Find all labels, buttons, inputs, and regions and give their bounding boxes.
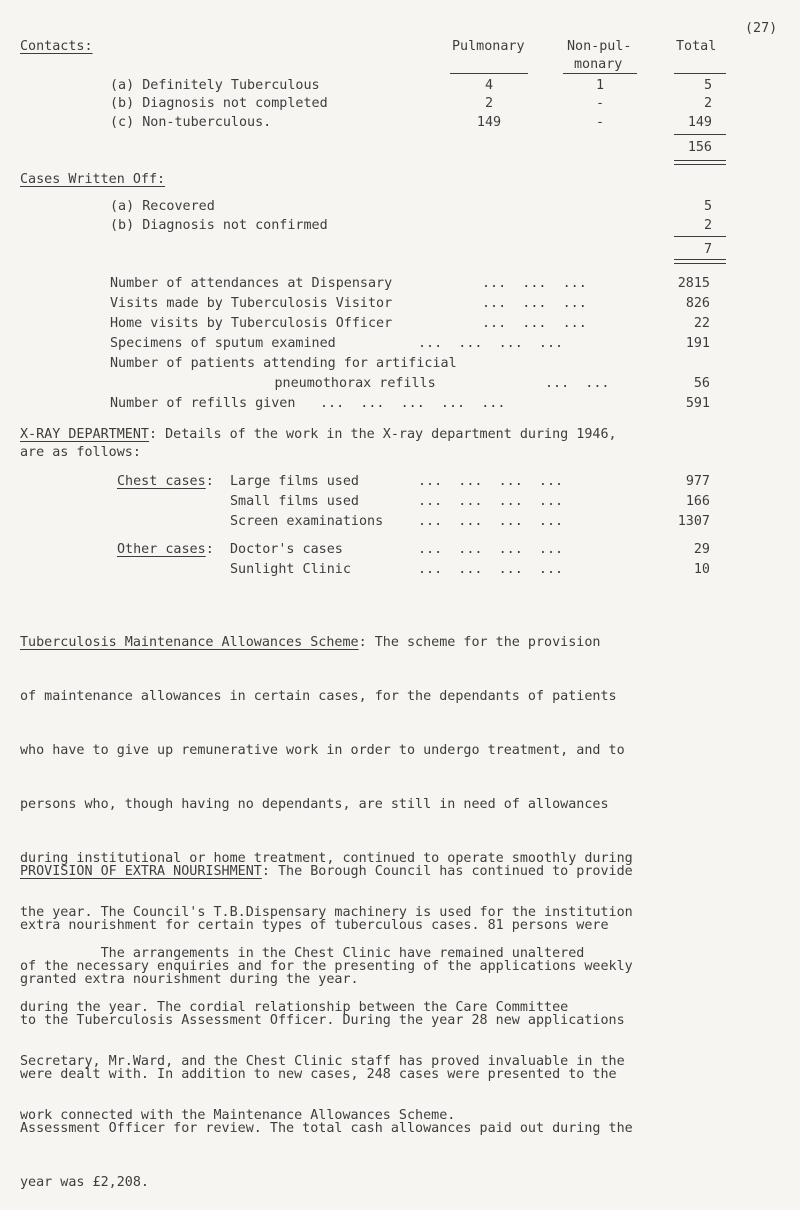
contacts-grand-total: 156 <box>687 140 712 155</box>
double-rule-written-off <box>674 259 726 264</box>
xray-item-value: 1307 <box>677 514 710 529</box>
page-number: (27) <box>745 21 778 36</box>
stat-label: Home visits by Tuberculosis Officer <box>110 316 393 331</box>
paragraph-line: were dealt with. In addition to new cases, 248 cases were presented to the <box>20 1067 617 1082</box>
written-off-label: (b) Diagnosis not confirmed <box>110 218 328 233</box>
col-header-nonpulmonary-line2: monary <box>574 57 623 72</box>
rule-pulmonary <box>450 73 528 74</box>
cell-total: 5 <box>703 78 712 93</box>
leader-dots: ... ... ... ... ... <box>320 396 506 411</box>
stat-label: Number of attendances at Dispensary <box>110 276 393 291</box>
leader-dots: ... ... ... ... <box>418 336 564 351</box>
paragraph-line: Tuberculosis Maintenance Allowances Scheme: The scheme for the provision <box>20 635 601 650</box>
other-cases-label: Other cases: <box>117 542 214 557</box>
chest-cases-label: Chest cases: <box>117 474 214 489</box>
paragraph-line: granted extra nourishment during the year. <box>20 972 359 987</box>
col-header-total: Total <box>676 39 717 54</box>
written-off-value: 5 <box>703 199 712 214</box>
leader-dots: ... ... ... ... <box>418 562 564 577</box>
rule-subtotal <box>674 134 726 135</box>
cell-pulmonary: 149 <box>476 115 502 130</box>
paragraph-line: during institutional or home treatment, continued to operate smoothly during <box>20 851 633 866</box>
written-off-heading: Cases Written Off: <box>20 172 166 187</box>
col-header-nonpulmonary-line1: Non-pul- <box>567 39 632 54</box>
xray-item-value: 10 <box>693 562 710 577</box>
leader-dots: ... ... ... ... <box>418 494 564 509</box>
paragraph-line: who have to give up remunerative work in order to undergo treatment, and to <box>20 743 625 758</box>
xray-item-label: Doctor's cases <box>230 542 343 557</box>
row-label: (a) Definitely Tuberculous <box>110 78 320 93</box>
rule-written-off <box>674 236 726 237</box>
paragraph-line: extra nourishment for certain types of tuberculous cases. 81 persons were <box>20 918 609 933</box>
paragraph-line: Assessment Officer for review. The total cash allowances paid out during the <box>20 1121 633 1136</box>
cell-nonpulmonary: 1 <box>595 78 605 93</box>
stat-value: 2815 <box>677 276 710 291</box>
stat-label: pneumothorax refills <box>210 376 436 391</box>
xray-item-label: Small films used <box>230 494 359 509</box>
stat-value: 22 <box>693 316 710 331</box>
maintenance-heading: Tuberculosis Maintenance Allowances Scheme <box>20 635 359 650</box>
xray-intro-line1 <box>20 428 617 441</box>
paragraph-line: work connected with the Maintenance Allowances Scheme. <box>20 1108 456 1123</box>
nourishment-heading: PROVISION OF EXTRA NOURISHMENT <box>20 864 262 879</box>
rule-nonpulmonary <box>563 73 637 74</box>
paragraph-line: Secretary, Mr.Ward, and the Chest Clinic staff has proved invaluable in the <box>20 1054 625 1069</box>
contacts-heading: Contacts: <box>20 39 93 54</box>
leader-dots: ... ... <box>545 376 610 391</box>
row-label: (b) Diagnosis not completed <box>110 96 328 111</box>
xray-item-label: Sunlight Clinic <box>230 562 351 577</box>
rule-total <box>674 73 726 74</box>
xray-item-value: 166 <box>685 494 710 509</box>
paragraph-line: of the necessary enquiries and for the presenting of the applications weekly <box>20 959 633 974</box>
paragraph-line: to the Tuberculosis Assessment Officer. During the year 28 new applications <box>20 1013 625 1028</box>
xray-item-label: Screen examinations <box>230 514 384 529</box>
paragraph-line: persons who, though having no dependants, are still in need of allowances <box>20 797 609 812</box>
cell-total: 2 <box>703 96 712 111</box>
row-label: (c) Non-tuberculous. <box>110 115 272 130</box>
closing-paragraph <box>20 909 790 1143</box>
paragraph-line: year was £2,208. <box>20 1175 149 1190</box>
leader-dots: ... ... ... ... <box>418 474 564 489</box>
xray-intro-text: : Details of the work in the X-ray department during 1946, <box>149 427 617 442</box>
xray-item-label: Large films used <box>230 474 359 489</box>
written-off-total: 7 <box>703 242 712 257</box>
cell-nonpulmonary: - <box>595 115 605 130</box>
leader-dots: ... ... ... <box>482 316 587 331</box>
paragraph-line: PROVISION OF EXTRA NOURISHMENT: The Borough Council has continued to provide <box>20 864 633 879</box>
written-off-label: (a) Recovered <box>110 199 215 214</box>
xray-heading: X-RAY DEPARTMENT <box>20 427 149 442</box>
cell-pulmonary: 4 <box>484 78 494 93</box>
stat-label: Number of refills given <box>110 396 296 411</box>
stat-value: 191 <box>685 336 710 351</box>
cell-pulmonary: 2 <box>484 96 494 111</box>
stat-value: 591 <box>685 396 710 411</box>
leader-dots: ... ... ... <box>482 296 587 311</box>
xray-item-value: 977 <box>685 474 710 489</box>
stat-value: 56 <box>693 376 710 391</box>
cell-total: 149 <box>687 115 712 130</box>
leader-dots: ... ... ... <box>482 276 587 291</box>
xray-item-value: 29 <box>693 542 710 557</box>
leader-dots: ... ... ... ... <box>418 514 564 529</box>
written-off-value: 2 <box>703 218 712 233</box>
double-rule-grand-total <box>674 160 726 165</box>
stat-label: Visits made by Tuberculosis Visitor <box>110 296 393 311</box>
stat-value: 826 <box>685 296 710 311</box>
leader-dots: ... ... ... ... <box>418 542 564 557</box>
paragraph-line: during the year. The cordial relationship between the Care Committee <box>20 1000 569 1015</box>
paragraph-line: of maintenance allowances in certain cases, for the dependants of patients <box>20 689 617 704</box>
stat-label: Specimens of sputum examined <box>110 336 336 351</box>
paragraph-line: the year. The Council's T.B.Dispensary machinery is used for the institution <box>20 905 633 920</box>
cell-nonpulmonary: - <box>595 96 605 111</box>
col-header-pulmonary: Pulmonary <box>452 39 525 54</box>
xray-intro-line2: are as follows: <box>20 445 141 460</box>
stat-label: Number of patients attending for artificial <box>110 356 457 371</box>
paragraph-line: The arrangements in the Chest Clinic have remained unaltered <box>20 946 585 961</box>
